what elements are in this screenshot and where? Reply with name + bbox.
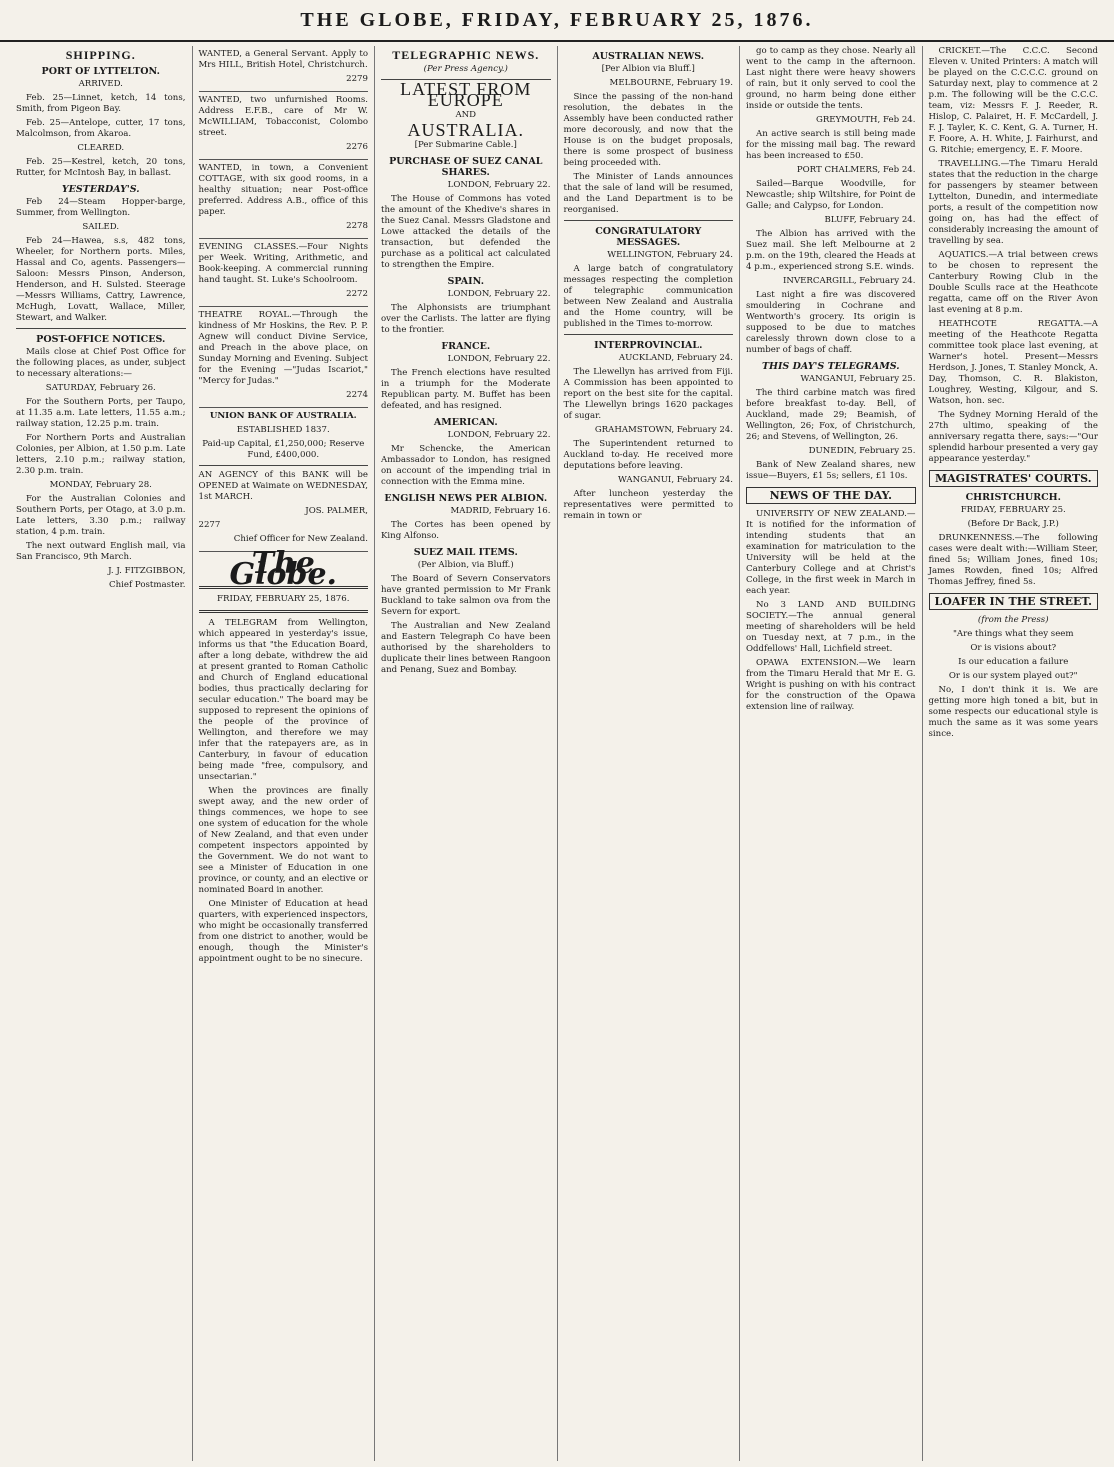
news-of-day-heading: NEWS OF THE DAY. <box>746 487 916 504</box>
dateline: WANGANUI, February 25. <box>800 374 916 384</box>
article-text: Bank of New Zealand shares, new issue—Buyers, £1 5s; sellers, £1 10s. <box>746 460 916 481</box>
arrival-entry: Feb. 25—Antelope, cutter, 17 tons, Malcolmson, from Akaroa. <box>16 118 186 139</box>
advertisement <box>199 160 369 239</box>
post-office-text: Mails close at Chief Post Office for the following places, as under, subject to necessary alterations:— <box>16 347 186 379</box>
leader-paragraph: When the provinces are finally swept away, and the new order of things commences, we hope to see one system of education for the whole of New Zealand, and that even under competent inspectors appointed by the Government. We do not want to see a Minister of Education in one province, or county, and an elective or nominated Board in another. <box>198 786 368 895</box>
section-heading: CONGRATULATORY MESSAGES. <box>595 226 702 248</box>
via-note: (Per Albion, via Bluff.) <box>417 560 514 570</box>
ad-text: WANTED, a General Servant. Apply to Mrs HILL, British Hotel, Christchurch. <box>198 49 368 70</box>
verse-line: "Are things what they seem <box>952 629 1074 639</box>
loafer-heading: LOAFER IN THE STREET. <box>929 593 1099 610</box>
article-text: The House of Commons has voted the amount of the Khedive's shares in the Suez Canal. Messrs Gladstone and Lowe attacked the details of the transaction, but defended the purchase as a political act calculated to strengthen the Empire. <box>381 194 551 270</box>
article-text: The Australian and New Zealand and Eastern Telegraph Co have been authorised by the shareholders to duplicate their lines between Rangoon and Penang, Suez and Bombay. <box>381 621 551 675</box>
ad-text: WANTED, in town, a Convenient COTTAGE, with six good rooms, in a healthy situation; near Post-office preferred. Address A.B., office of this paper. <box>198 163 368 217</box>
ad-number: 2277 <box>198 520 221 530</box>
ad-text: EVENING CLASSES.—Four Nights per Week. Writing, Arithmetic, and Book-keeping. A commercial running hand taught. St. Luke's Schoolroom. <box>198 242 368 285</box>
divider <box>564 334 734 335</box>
article-text: Sailed—Barque Woodville, for Newcastle; ship Wiltshire, for Point de Galle; and Calypso, for London. <box>746 179 916 211</box>
post-day: MONDAY, February 28. <box>49 480 152 490</box>
bench-note: (Before Dr Back, J.P.) <box>967 519 1059 529</box>
article-text: A large batch of congratulatory messages respecting the completion of telegraphic communication between New Zealand and Australia and the Home country, will be published in the Times to-morrow. <box>563 264 733 329</box>
columns <box>10 46 1104 1461</box>
shipping-heading: SHIPPING. <box>65 48 136 62</box>
source-note: (from the Press) <box>977 615 1049 625</box>
cleared-entry: Feb. 25—Kestrel, ketch, 20 tons, Rutter, for McIntosh Bay, in ballast. <box>16 157 186 178</box>
article-text: AQUATICS.—A trial between crews to be chosen to represent the Canterbury Rowing Club in the Double Sculls race at the Heathcote regatta, came off on the River Avon last evening at 8 p.m. <box>928 250 1098 315</box>
section-heading: THIS DAY'S TELEGRAMS. <box>761 361 900 372</box>
ad-number: 2279 <box>346 74 368 84</box>
post-office-text: For the Australian Colonies and Southern Ports, per Otago, at 3.0 p.m. Late letters, 3.30 p.m.; railway station, 4 p.m. train. <box>16 494 186 537</box>
bank-capital: Paid-up Capital, £1,250,000; Reserve Fund, £400,000. <box>202 439 365 460</box>
signature-title: Chief Postmaster. <box>109 580 186 590</box>
advertisement <box>199 239 369 307</box>
post-office-text: For the Southern Ports, per Taupo, at 11.35 a.m. Late letters, 11.55 a.m.; railway station, 12.25 p.m. train. <box>16 397 186 429</box>
dateline: LONDON, February 22. <box>447 430 551 440</box>
article-text: Mr Schencke, the American Ambassador to London, has resigned on account of the impending trial in connection with the Emma mine. <box>381 444 551 487</box>
dateline: WELLINGTON, February 24. <box>607 250 733 260</box>
article-text: The Superintendent returned to Auckland to-day. He received more deputations before leaving. <box>563 439 733 471</box>
cleared-label: CLEARED. <box>77 143 125 153</box>
verse-line: Is our education a failure <box>958 657 1069 667</box>
telegraphic-heading: TELEGRAPHIC NEWS. <box>392 48 540 62</box>
article-text: OPAWA EXTENSION.—We learn from the Timaru Herald that Mr E. G. Wright is pushing on with his contract for the construction of the Opawa extension line of railway. <box>746 658 916 712</box>
sailed-entry: Feb 24—Hawea, s.s, 482 tons, Wheeler, for Northern ports. Miles, Hassal and Co, agents. Passengers—Saloon: Messrs Pinson, Anderson, Henderson, and H. Sulsted. Steerage—Messrs Williams, Cattry, Lawrence, McHugh, Lovatt, Wallace, Miller, Stewart, and Walker. <box>16 236 186 323</box>
column-local <box>922 46 1105 1461</box>
article-text: No, I don't think it is. We are getting more high toned a bit, but in some respects our educational style is much the same as it was some years since. <box>928 685 1098 739</box>
column-telegraphic <box>374 46 557 1461</box>
post-office-text: For Northern Ports and Australian Colonies, per Albion, at 1.50 p.m. Late letters, 2.10 p.m.; railway station, 2.30 p.m. train. <box>16 433 186 476</box>
issue-date: FRIDAY, FEBRUARY 25, 1876. <box>217 594 350 604</box>
verse-line: Or is visions about? <box>970 643 1057 653</box>
ad-text: THEATRE ROYAL.—Through the kindness of Mr Hoskins, the Rev. P. P. Agnew will conduct Divine Service, and Preach in the above place, on Sunday Morning and Evening. Subject for the Evening —"Judas Iscariot," "Mercy for Judas." <box>198 310 368 386</box>
bank-signatory-role: Chief Officer for New Zealand. <box>233 534 368 544</box>
dateline: FRIDAY, FEBRUARY 25. <box>960 505 1066 515</box>
dateline: LONDON, February 22. <box>447 289 551 299</box>
latest-europe-heading: LATEST FROM EUROPE <box>400 79 532 110</box>
signature-name: J. J. FITZGIBBON, <box>108 566 186 576</box>
section-heading: SPAIN. <box>447 276 484 287</box>
column-ads-leader <box>192 46 375 1461</box>
article-text: UNIVERSITY OF NEW ZEALAND.—It is notified for the information of intending students that an examination for matriculation to the University will be held at the Canterbury College and at Christ's College, in the first week in March in each year. <box>746 509 916 596</box>
leader-paragraph: One Minister of Education at head quarters, with experienced inspectors, who might be occasionally transferred from one district to another, would be enough, though the Minister's appointment ought to be no sinecure. <box>198 899 368 964</box>
bank-advertisement <box>199 408 369 552</box>
divider <box>199 465 369 466</box>
post-office-heading: POST-OFFICE NOTICES. <box>36 334 166 345</box>
arrival-entry: Feb. 25—Linnet, ketch, 14 tons, Smith, from Pigeon Bay. <box>16 93 186 114</box>
article-text: The third carbine match was fired before breakfast to-day. Bell, of Auckland, made 29; Beamish, of Wellington, 26; Fox, of Christchurch, 26; and Stevens, of Wellington, 26. <box>746 388 916 442</box>
article-text: An active search is still being made for the missing mail bag. The reward has been increased to £50. <box>746 129 916 161</box>
bank-established: ESTABLISHED 1837. <box>236 425 330 435</box>
article-text: After luncheon yesterday the representatives were permitted to remain in town or <box>563 489 733 521</box>
dateline: LONDON, February 22. <box>447 354 551 364</box>
dateline: GRAHAMSTOWN, February 24. <box>594 425 733 435</box>
leader-paragraph: A TELEGRAM from Wellington, which appeared in yesterday's issue, informs us that "the Education Board, after a long debate, withdrew the aid at present granted to Roman Catholic and Church of England educational bodies, thus practically declaring for secular education." The board may be supposed to represent the opinions of the people of the province of Wellington, and therefore we may infer that the ratepayers are, as in Canterbury, in favour of education being made "free, compulsory, and unsectarian." <box>198 618 368 782</box>
bank-signatory: JOS. PALMER, <box>305 506 368 516</box>
bank-notice: AN AGENCY of this BANK will be OPENED at Waimate on WEDNESDAY, 1st MARCH. <box>198 470 368 502</box>
article-text: HEATHCOTE REGATTA.—A meeting of the Heathcote Regatta committee took place last evening, at Warner's hotel. Present—Messrs Herdson, J. Jones, T. Stanley Monck, A. Day, Thomson, C. R. Blakiston, Loughrey, Westing, Kilgour, and S. Watson, hon. sec. <box>928 319 1098 406</box>
section-heading: PURCHASE OF SUEZ CANAL SHARES. <box>389 156 543 178</box>
divider <box>16 328 186 329</box>
arrival-entry: Feb 24—Steam Hopper-barge, Summer, from Wellington. <box>16 197 186 218</box>
article-text: DRUNKENNESS.—The following cases were dealt with:—William Steer, fined 5s; William Jones, fined 10s; James Rowden, fined 10s; Alfred Thomas Jeffrey, fined 5s. <box>928 533 1098 587</box>
ad-text: WANTED, two unfurnished Rooms. Address E.F.B., care of Mr W. McWILLIAM, Tobacconist, Colombo street. <box>198 95 368 138</box>
and-label: AND <box>455 110 477 120</box>
column-australian-news <box>557 46 740 1461</box>
article-text: The Albion has arrived with the Suez mail. She left Melbourne at 2 p.m. on the 19th, cleared the Heads at 4 p.m., experienced strong S.E. winds. <box>746 229 916 272</box>
dateline: GREYMOUTH, Feb 24. <box>815 115 916 125</box>
port-heading: PORT OF LYTTELTON. <box>41 66 160 77</box>
advertisement <box>199 92 369 160</box>
article-text: The Cortes has been opened by King Alfonso. <box>381 520 551 541</box>
section-heading: INTERPROVINCIAL. <box>594 340 703 351</box>
dateline: DUNEDIN, February 25. <box>808 446 916 456</box>
advertisement <box>199 46 369 92</box>
article-text: The French elections have resulted in a triumph for the Moderate Republican party. M. Buffet has been defeated, and has resigned. <box>381 368 551 411</box>
article-text: The Board of Severn Conservators have granted permission to Mr Frank Buckland to take salmon ova from the Severn for export. <box>381 574 551 617</box>
masthead: THE GLOBE, FRIDAY, FEBRUARY 25, 1876. <box>0 0 1114 42</box>
article-text: The Sydney Morning Herald of the 27th ultimo, speaking of the anniversary regatta there, says:—"Our splendid harbour presented a very gay appearance yesterday." <box>928 410 1098 464</box>
magistrates-heading: MAGISTRATES' COURTS. <box>929 470 1099 487</box>
article-text: No 3 LAND AND BUILDING SOCIETY.—The annual general meeting of shareholders will be held on Tuesday next, at 7 p.m., in the Oddfellows' Hall, Lichfield street. <box>746 600 916 654</box>
newspaper-title: The Globe. <box>229 546 338 592</box>
ad-number: 2272 <box>346 289 368 299</box>
dateline: INVERCARGILL, February 24. <box>783 276 916 286</box>
article-text: The Alphonsists are triumphant over the Carlists. The latter are flying to the frontier. <box>381 303 551 335</box>
bank-name: UNION BANK OF AUSTRALIA. <box>209 411 357 421</box>
advertisement <box>199 307 369 408</box>
divider <box>199 610 369 613</box>
article-text: CRICKET.—The C.C.C. Second Eleven v. United Printers: A match will be played on the C.C.C.C. ground on Saturday next, play to commence at 2 p.m. The following will be the C.C.C. team, viz: Messrs F. J. Reeder, R. Hislop, C. Palairet, H. F. McCardell, J. F. J. Tayler, K. C. Kent, G. A. Turner, H. F. Foore, A. H. White, J. Fairhurst, and G. Ritchie; emergency, E. F. Moore. <box>928 46 1098 155</box>
dateline: LONDON, February 22. <box>447 180 551 190</box>
article-text: Since the passing of the non-hand resolution, the debates in the Assembly have been conducted rather more decorously, and now that the House is on the budget proposals, there is some prospect of business being proceeded with. <box>563 92 733 168</box>
post-office-text: The next outward English mail, via San Francisco, 9th March. <box>16 541 186 562</box>
ad-number: 2274 <box>346 390 368 400</box>
post-day: SATURDAY, February 26. <box>45 383 156 393</box>
dateline: AUCKLAND, February 24. <box>618 353 733 363</box>
article-text: go to camp as they chose. Nearly all went to the camp in the afternoon. Last night there were heavy showers of rain, but it only served to cool the ground, no harm being done either inside or outside the tents. <box>746 46 916 111</box>
arrived-label: ARRIVED. <box>78 79 123 89</box>
yesterdays-heading: YESTERDAY'S. <box>61 184 140 195</box>
article-text: The Llewellyn has arrived from Fiji. A Commission has been appointed to report on the best site for the capital. The Llewellyn brings 1620 packages of sugar. <box>563 367 733 421</box>
section-heading: AUSTRALIAN NEWS. <box>592 51 705 62</box>
ad-number: 2278 <box>346 221 368 231</box>
section-heading: FRANCE. <box>441 341 491 352</box>
cable-note: [Per Submarine Cable.] <box>414 140 517 150</box>
dateline: WANGANUI, February 24. <box>617 475 733 485</box>
article-text: The Minister of Lands announces that the sale of land will be resumed, and the Land Department is to be reorganised. <box>563 172 733 215</box>
section-heading: SUEZ MAIL ITEMS. <box>413 547 518 558</box>
sailed-label: SAILED. <box>82 222 120 232</box>
verse-line: Or is our system played out?" <box>948 671 1078 681</box>
dateline: MELBOURNE, February 19. <box>609 78 733 88</box>
column-news-of-day <box>739 46 922 1461</box>
via-note: [Per Albion via Bluff.] <box>601 64 695 74</box>
section-heading: CHRISTCHURCH. <box>965 492 1061 503</box>
column-shipping <box>10 46 192 1461</box>
article-text: Last night a fire was discovered smouldering in Cochrane and Wentworth's grocery. Its origin is supposed to be due to matches carelessly thrown down close to a number of bags of chaff. <box>746 290 916 355</box>
section-heading: AMERICAN. <box>433 417 498 428</box>
dateline: PORT CHALMERS, Feb 24. <box>796 165 916 175</box>
divider <box>564 220 734 221</box>
agency-note: (Per Press Agency.) <box>423 64 508 74</box>
australia-heading: AUSTRALIA. <box>407 120 524 140</box>
section-heading: ENGLISH NEWS PER ALBION. <box>384 493 548 504</box>
dateline: BLUFF, February 24. <box>824 215 916 225</box>
article-text: TRAVELLING.—The Timaru Herald states that the reduction in the charge for passengers by steamer between Lyttelton, Dunedin, and intermediate ports, a result of the competition now going on, has had the effect of considerably increasing the amount of travelling by sea. <box>928 159 1098 246</box>
ad-number: 2276 <box>346 142 368 152</box>
dateline: MADRID, February 16. <box>450 506 551 516</box>
